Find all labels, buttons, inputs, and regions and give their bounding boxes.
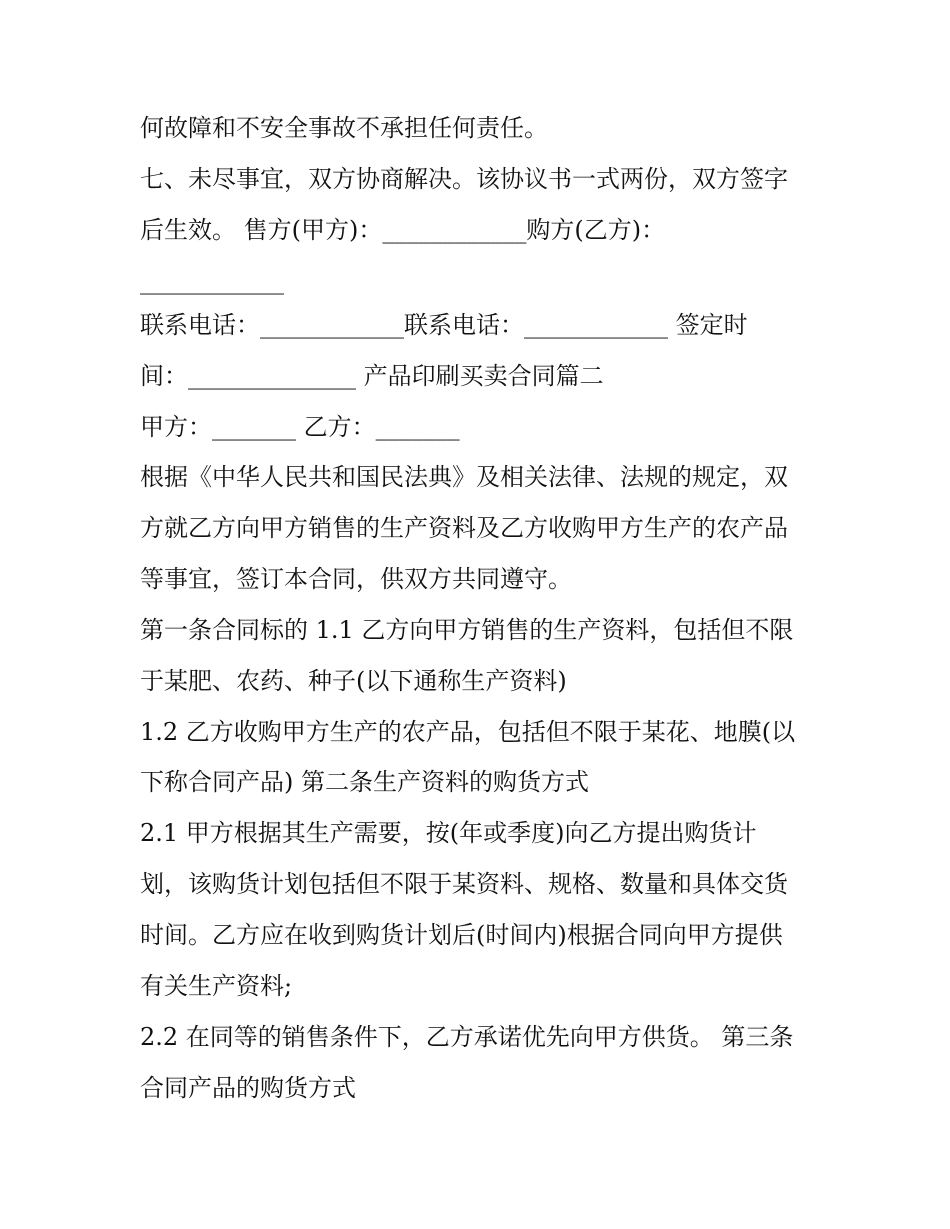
text-line: 联系电话：____________联系电话：____________ 签定时	[140, 311, 748, 339]
text-line: 方就乙方向甲方销售的生产资料及乙方收购甲方生产的农产品	[140, 514, 788, 542]
text-line: 后生效。 售方(甲方)：____________购方(乙方)：	[140, 216, 666, 244]
text-line: 甲方：_______ 乙方：_______	[140, 413, 460, 441]
text-line: 2.1 甲方根据其生产需要，按(年或季度)向乙方提出购货计	[140, 819, 757, 847]
text-line: 根据《中华人民共和国民法典》及相关法律、法规的规定，双	[140, 463, 788, 491]
text-line: 有关生产资料;	[140, 972, 293, 1000]
text-line: 间：______________ 产品印刷买卖合同篇二	[140, 362, 604, 390]
text-line: 等事宜，签订本合同，供双方共同遵守。	[140, 565, 572, 593]
text-line: 第一条合同标的 1.1 乙方向甲方销售的生产资料，包括但不限	[140, 616, 794, 644]
text-line: 2.2 在同等的销售条件下，乙方承诺优先向甲方供货。 第三条	[140, 1023, 794, 1051]
text-line: 合同产品的购货方式	[140, 1074, 356, 1102]
text-line: 于某肥、农药、种子(以下通称生产资料)	[140, 667, 567, 695]
text-line: ____________	[140, 267, 284, 295]
text-line: 时间。乙方应在收到购货计划后(时间内)根据合同向甲方提供	[140, 921, 783, 949]
text-line: 划，该购货计划包括但不限于某资料、规格、数量和具体交货	[140, 870, 788, 898]
text-line: 七、未尽事宜，双方协商解决。该协议书一式两份，双方签字	[140, 165, 788, 193]
text-line: 1.2 乙方收购甲方生产的农产品，包括但不限于某花、地膜(以	[140, 718, 796, 746]
text-line: 何故障和不安全事故不承担任何责任。	[140, 114, 548, 142]
text-line: 下称合同产品) 第二条生产资料的购货方式	[140, 768, 589, 796]
